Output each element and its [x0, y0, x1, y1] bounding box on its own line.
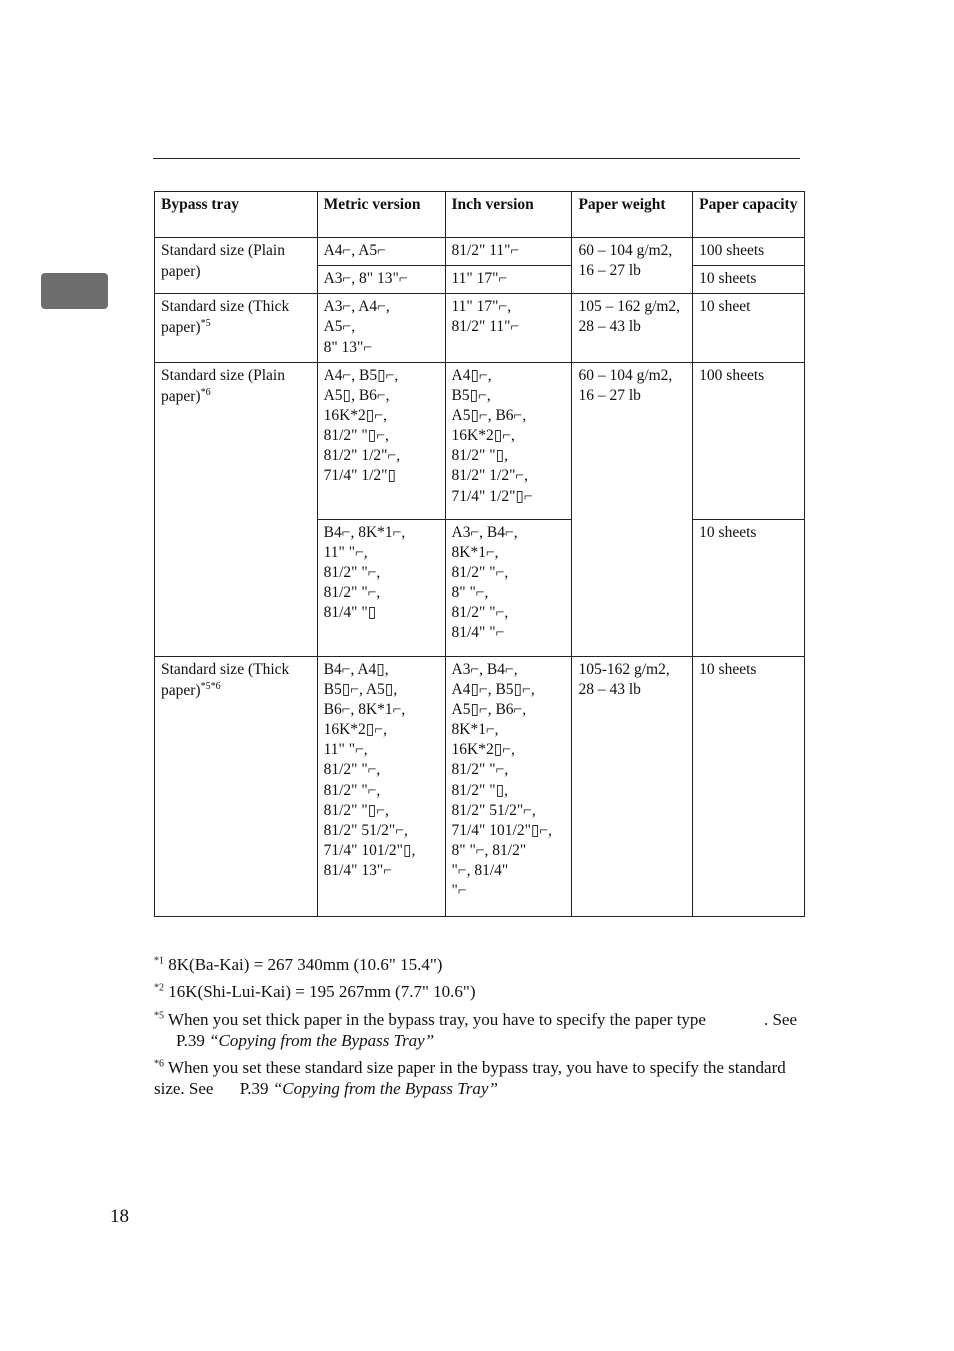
footnote-mark: *6 [154, 1058, 164, 1070]
paper-capacity: 10 sheets [693, 656, 805, 916]
type-note: *5*6 [200, 680, 221, 692]
footnote-6 [154, 1057, 800, 1100]
table-row [155, 238, 805, 266]
metric-sizes [317, 656, 445, 916]
size-entry: "⌐, 81/4" [451, 862, 509, 880]
bypass-tray-type [155, 238, 318, 294]
paper-weight: 60 – 104 g/m2, 16 – 27 lb [572, 238, 693, 294]
chapter-tab [41, 273, 108, 309]
footnote-text: 8K(Ba-Kai) = 267 340mm (10.6" 15.4") [168, 955, 443, 974]
footnote-ref-page[interactable]: P.39 [176, 1030, 205, 1050]
size-entry: 81/2" 51/2"⌐, [451, 801, 536, 819]
size-entry: 71/4" 101/2"▯, [323, 841, 416, 859]
footnote-mark: *2 [154, 982, 164, 994]
size-entry: A4▯⌐, B5▯⌐, [451, 680, 535, 698]
type-label: Standard size (Plain paper) [161, 366, 285, 405]
size-entry: 81/4" "⌐ [451, 624, 505, 642]
size-entry: 81/2" "▯⌐, [323, 427, 389, 445]
footnote-ref-title[interactable]: “Copying from the Bypass Tray” [209, 1030, 435, 1050]
size-entry: 71/4" 1/2"▯ [323, 467, 397, 485]
size-entry: A3⌐, B4⌐, [451, 523, 518, 541]
footnote-mark: *5 [154, 1009, 164, 1021]
inch-sizes [445, 656, 572, 916]
size-entry: 81/4" "▯ [323, 604, 377, 622]
page-number: 18 [110, 1206, 129, 1227]
size-entry: A5⌐, [323, 318, 356, 336]
size-entry: 81/2" "⌐, [451, 563, 509, 581]
size-entry: 81/2" 11"⌐ [451, 318, 520, 336]
bypass-tray-type [155, 294, 318, 362]
bypass-tray-type [155, 656, 318, 916]
metric-sizes [317, 519, 445, 656]
size-entry: 81/2" 51/2"⌐, [323, 821, 408, 839]
size-entry: 81/2" "▯, [451, 447, 508, 465]
size-entry: 81/2" "⌐, [323, 781, 381, 799]
type-note: *6 [200, 386, 211, 398]
size-entry: 8" 13"⌐ [323, 338, 373, 356]
size-entry: B4⌐, 8K*1⌐, [323, 523, 406, 541]
size-entry: 81/2" "▯⌐, [323, 801, 389, 819]
footnote-ref-title[interactable]: “Copying from the Bypass Tray” [272, 1079, 498, 1099]
size-entry: 81/2" "⌐, [323, 584, 381, 602]
size-entry: "⌐ [451, 882, 467, 900]
footnote-text: 16K(Shi-Lui-Kai) = 195 267mm (7.7" 10.6") [168, 982, 476, 1002]
inch-sizes [445, 519, 572, 656]
table-header-row [155, 192, 805, 238]
size-entry: 8" "⌐, [451, 584, 489, 602]
header-rule [153, 158, 800, 159]
inch-sizes [445, 362, 572, 519]
size-entry: B5▯⌐, A5▯, [323, 680, 398, 698]
size-entry: 16K*2▯⌐, [451, 741, 515, 759]
inch-sizes [445, 294, 572, 362]
paper-weight: 105-162 g/m2, 28 – 43 lb [572, 656, 693, 916]
size-entry: 11" 17"⌐, [451, 298, 512, 316]
metric-sizes [317, 238, 445, 266]
paper-capacity: 100 sheets [693, 362, 805, 519]
size-entry: A4▯⌐, [451, 366, 492, 384]
bypass-tray-type [155, 362, 318, 656]
size-entry: 81/2" "▯, [451, 781, 508, 799]
footnote-1 [154, 954, 800, 975]
size-entry: 81/2" "⌐, [323, 761, 381, 779]
size-entry: 16K*2▯⌐, [451, 427, 515, 445]
paper-capacity: 10 sheets [693, 519, 805, 656]
paper-capacity: 100 sheets [693, 238, 805, 266]
size-entry: 11" "⌐, [323, 741, 368, 759]
footnote-text: When you set thick paper in the bypass tray, you have to specify the paper type [167, 1009, 706, 1029]
footnote-see: . See [763, 1009, 798, 1029]
header-paper-capacity: Paper capacity [693, 192, 805, 238]
header-inch-version: Inch version [445, 192, 572, 238]
table-row [155, 294, 805, 362]
metric-sizes [317, 294, 445, 362]
paper-capacity: 10 sheet [693, 294, 805, 362]
footnote-2 [154, 981, 800, 1002]
paper-capacity: 10 sheets [693, 266, 805, 294]
size-entry: 16K*2▯⌐, [323, 406, 387, 424]
paper-weight: 105 – 162 g/m2, 28 – 43 lb [572, 294, 693, 362]
size-entry: 16K*2▯⌐, [323, 721, 387, 739]
bypass-tray-spec-table [154, 191, 805, 917]
table-row [155, 656, 805, 916]
size-entry: B4⌐, A4▯, [323, 660, 389, 678]
size-entry: 81/2" 1/2"⌐, [323, 447, 401, 465]
size-entry: 81/4" 13"⌐ [323, 862, 392, 880]
size-entry: A4⌐, B5▯⌐, [323, 366, 399, 384]
size-entry: 81/2" 11"⌐ [451, 242, 520, 259]
size-entry: A5▯, B6⌐, [323, 386, 390, 404]
size-entry: 11" "⌐, [323, 543, 368, 561]
size-entry: 81/2" 1/2"⌐, [451, 467, 529, 485]
header-bypass-tray: Bypass tray [155, 192, 318, 238]
footnote-5 [154, 1009, 800, 1052]
size-entry: 81/2" "⌐, [451, 761, 509, 779]
type-note: *5 [200, 318, 211, 330]
size-entry: A5▯⌐, B6⌐, [451, 406, 527, 424]
size-entry: B6⌐, 8K*1⌐, [323, 700, 406, 718]
type-label: Standard size (Thick paper) [161, 298, 290, 337]
footnote-ref-page[interactable]: P.39 [239, 1079, 269, 1099]
footnotes [154, 954, 800, 1106]
paper-weight: 60 – 104 g/m2, 16 – 27 lb [572, 362, 693, 656]
header-metric-version: Metric version [317, 192, 445, 238]
size-entry: 11" 17"⌐ [451, 270, 508, 288]
metric-sizes [317, 362, 445, 519]
type-label: Standard size (Thick paper) [161, 660, 290, 699]
type-label: Standard size (Plain paper) [161, 242, 285, 281]
size-entry: 8" "⌐, 81/2" [451, 841, 527, 859]
inch-sizes [445, 266, 572, 294]
table-row [155, 362, 805, 519]
size-entry: 8K*1⌐, [451, 543, 499, 561]
size-entry: A3⌐, B4⌐, [451, 660, 518, 678]
size-entry: 71/4" 1/2"▯⌐ [451, 487, 533, 505]
inch-sizes [445, 238, 572, 266]
size-entry: 81/2" "⌐, [451, 604, 509, 622]
footnote-mark: *1 [154, 955, 164, 967]
size-entry: B5▯⌐, [451, 386, 491, 404]
size-entry: 8K*1⌐, [451, 721, 499, 739]
size-entry: A4⌐, A5⌐ [323, 242, 386, 259]
footnote-text: When you set these standard size paper in the bypass tray, you have to specify the standard size. See [154, 1058, 786, 1099]
header-paper-weight: Paper weight [572, 192, 693, 238]
metric-sizes [317, 266, 445, 294]
size-entry: A5▯⌐, B6⌐, [451, 700, 527, 718]
size-entry: 71/4" 101/2"▯⌐, [451, 821, 553, 839]
size-entry: A3⌐, A4⌐, [323, 298, 390, 316]
size-entry: A3⌐, 8" 13"⌐ [323, 270, 408, 288]
size-entry: 81/2" "⌐, [323, 563, 381, 581]
